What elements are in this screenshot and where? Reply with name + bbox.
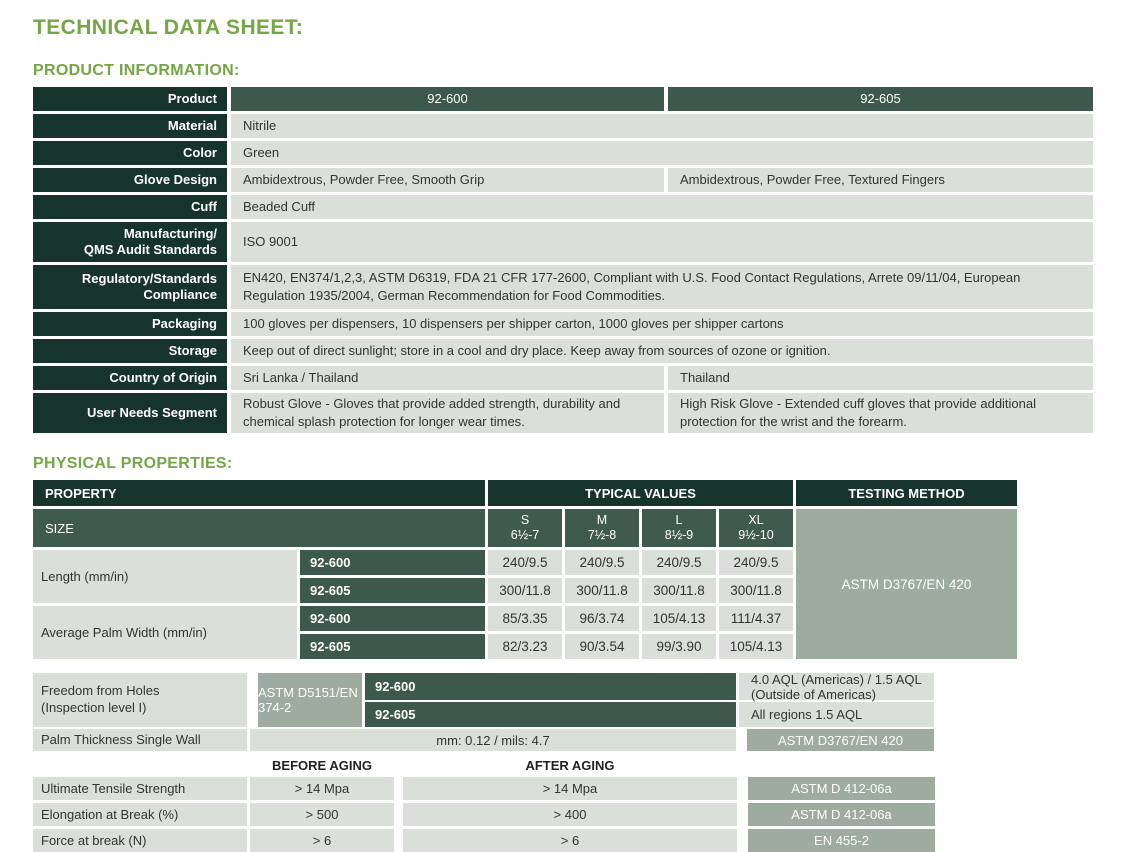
value-cell: 300/11.8	[488, 578, 562, 603]
product-code-92-600: 92-600	[231, 87, 664, 111]
value-cell: 300/11.8	[719, 578, 793, 603]
row-label-elongation: Elongation at Break (%)	[33, 803, 247, 826]
row-value: Nitrile	[231, 114, 1093, 138]
column-header-testing-method: TESTING METHOD	[796, 480, 1017, 506]
row-label: Color	[33, 141, 227, 165]
table-row-packaging	[33, 312, 1093, 336]
row-label: Regulatory/Standards Compliance	[33, 265, 227, 309]
value-cell: 90/3.54	[565, 634, 639, 659]
spacer	[33, 756, 247, 774]
row-label: Cuff	[33, 195, 227, 219]
value-cell: 300/11.8	[642, 578, 716, 603]
table-row-user-needs	[33, 393, 1093, 433]
row-value: EN420, EN374/1,2,3, ASTM D6319, FDA 21 CFR 177-2600, Compliant with U.S. Food Contact Regulations, Arrete 09/11/04, European Regulation 1935/2004, German Recommendation for Food Commodities.	[231, 265, 1093, 309]
physical-properties-heading: PHYSICAL PROPERTIES:	[33, 455, 233, 472]
value-cell: 111/4.37	[719, 606, 793, 631]
row-label: Storage	[33, 339, 227, 363]
row-label-tensile-strength: Ultimate Tensile Strength	[33, 777, 247, 800]
value-cell: 300/11.8	[565, 578, 639, 603]
value-cell: 105/4.13	[719, 634, 793, 659]
row-value: Green	[231, 141, 1093, 165]
testing-method-dimensions: ASTM D3767/EN 420	[796, 509, 1017, 659]
row-label: Packaging	[33, 312, 227, 336]
row-label: Manufacturing/ QMS Audit Standards	[33, 222, 227, 262]
aging-table	[33, 756, 938, 852]
table-row-country	[33, 366, 1093, 390]
table-row-material	[33, 114, 1093, 138]
testing-method-freedom: ASTM D5151/EN 374-2	[258, 673, 362, 727]
value-cell: mm: 0.12 / mils: 4.7	[250, 729, 736, 751]
value-cell: 105/4.13	[642, 606, 716, 631]
value-cell: 96/3.74	[565, 606, 639, 631]
size-header-s: S 6½-7	[488, 509, 562, 547]
product-information-heading: PRODUCT INFORMATION:	[33, 62, 240, 79]
row-label-force-at-break: Force at break (N)	[33, 829, 247, 852]
quality-table	[33, 673, 938, 751]
size-header-xl: XL 9½-10	[719, 509, 793, 547]
table-row-color	[33, 141, 1093, 165]
product-information-table	[33, 87, 1093, 433]
row-label-palm-thickness: Palm Thickness Single Wall	[33, 729, 247, 751]
row-value-92-605: High Risk Glove - Extended cuff gloves that provide additional protection for the wrist and the forearm.	[668, 393, 1093, 433]
row-value-92-605: Thailand	[668, 366, 1093, 390]
size-row-label: SIZE	[33, 509, 485, 547]
row-value: 100 gloves per dispensers, 10 dispensers per shipper carton, 1000 gloves per shipper cartons	[231, 312, 1093, 336]
row-label-length: Length (mm/in)	[33, 550, 297, 603]
model-cell: 92-605	[300, 578, 485, 603]
value-cell: 85/3.35	[488, 606, 562, 631]
value-cell: 240/9.5	[565, 550, 639, 575]
spacer	[740, 756, 935, 774]
model-cell: 92-605	[365, 702, 736, 727]
size-header-l: L 8½-9	[642, 509, 716, 547]
row-label: Product	[33, 87, 227, 111]
row-value: ISO 9001	[231, 222, 1093, 262]
table-row-cuff	[33, 195, 1093, 219]
value-cell: > 14 Mpa	[403, 777, 737, 800]
row-value-92-605: Ambidextrous, Powder Free, Textured Fingers	[668, 168, 1093, 192]
testing-method-cell: ASTM D 412-06a	[748, 777, 935, 800]
table-row-product	[33, 87, 1093, 111]
testing-method-palm-thickness: ASTM D3767/EN 420	[747, 729, 934, 751]
value-cell: 4.0 AQL (Americas) / 1.5 AQL (Outside of Americas)	[739, 673, 934, 700]
column-header-before-aging: BEFORE AGING	[250, 756, 394, 774]
row-label: Country of Origin	[33, 366, 227, 390]
testing-method-cell: EN 455-2	[748, 829, 935, 852]
column-header-after-aging: AFTER AGING	[403, 756, 737, 774]
column-header-typical-values: TYPICAL VALUES	[488, 480, 793, 506]
row-label: User Needs Segment	[33, 393, 227, 433]
value-cell: > 6	[250, 829, 394, 852]
value-cell: 240/9.5	[642, 550, 716, 575]
page-title: TECHNICAL DATA SHEET:	[33, 16, 304, 39]
table-row-manufacturing	[33, 222, 1093, 262]
row-value-92-600: Ambidextrous, Powder Free, Smooth Grip	[231, 168, 664, 192]
value-cell: > 14 Mpa	[250, 777, 394, 800]
row-value-92-600: Robust Glove - Gloves that provide added strength, durability and chemical splash protection for longer wear times.	[231, 393, 664, 433]
value-cell: 82/3.23	[488, 634, 562, 659]
row-value: Keep out of direct sunlight; store in a cool and dry place. Keep away from sources of ozone or ignition.	[231, 339, 1093, 363]
row-label: Glove Design	[33, 168, 227, 192]
model-cell: 92-600	[300, 606, 485, 631]
table-row-storage	[33, 339, 1093, 363]
column-header-property: PROPERTY	[33, 480, 485, 506]
value-cell: > 500	[250, 803, 394, 826]
row-label: Material	[33, 114, 227, 138]
value-cell: 240/9.5	[719, 550, 793, 575]
value-cell: 240/9.5	[488, 550, 562, 575]
row-value-92-600: Sri Lanka / Thailand	[231, 366, 664, 390]
model-cell: 92-605	[300, 634, 485, 659]
value-cell: > 6	[403, 829, 737, 852]
value-cell: All regions 1.5 AQL	[739, 702, 934, 727]
table-row-glove-design	[33, 168, 1093, 192]
row-label-freedom-from-holes: Freedom from Holes (Inspection level I)	[33, 673, 247, 727]
model-cell: 92-600	[365, 673, 736, 700]
testing-method-cell: ASTM D 412-06a	[748, 803, 935, 826]
table-row-regulatory	[33, 265, 1093, 309]
value-cell: > 400	[403, 803, 737, 826]
product-code-92-605: 92-605	[668, 87, 1093, 111]
model-cell: 92-600	[300, 550, 485, 575]
value-cell: 99/3.90	[642, 634, 716, 659]
physical-properties-table	[33, 480, 1019, 659]
row-label-palm-width: Average Palm Width (mm/in)	[33, 606, 297, 659]
size-header-m: M 7½-8	[565, 509, 639, 547]
row-value: Beaded Cuff	[231, 195, 1093, 219]
